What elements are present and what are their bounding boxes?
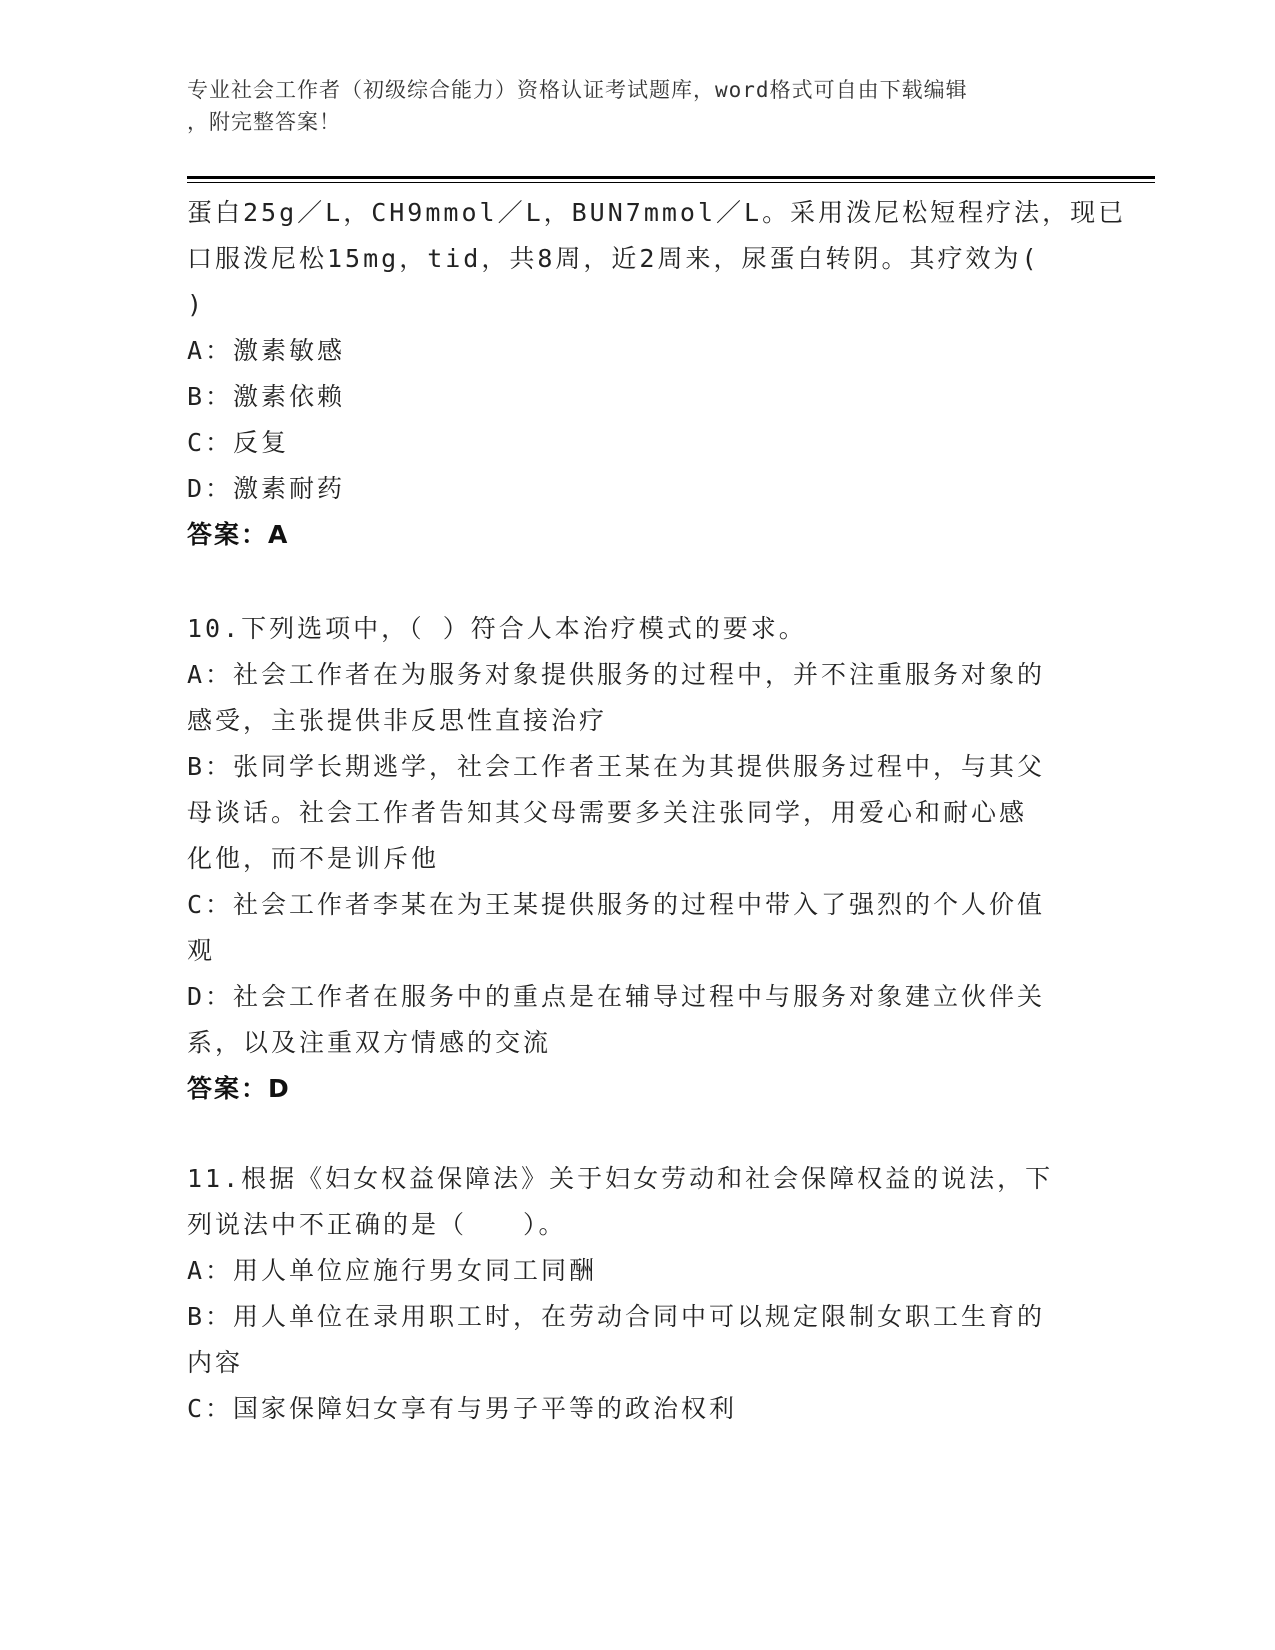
question-stem-line: 蛋白25g／L，CH9mmol／L，BUN7mmol／L。采用泼尼松短程疗法，现已 — [187, 198, 1127, 227]
question-list — [187, 190, 1127, 1432]
question-spacer — [187, 1112, 1087, 1156]
question-stem-line: 口服泼尼松15mg，tid，共8周，近2周来，尿蛋白转阴。其疗效为( — [187, 244, 1040, 273]
header-rule-thick — [187, 176, 1155, 179]
question-block — [187, 190, 1127, 558]
answer-label: 答案：D — [187, 1074, 291, 1103]
option-b: B：张同学长期逃学，社会工作者王某在为其提供服务过程中，与其父 — [187, 752, 1046, 781]
option-b-continued: 母谈话。社会工作者告知其父母需要多关注张同学，用爱心和耐心感 — [187, 798, 1028, 827]
option-b-continued: 化他，而不是训斥他 — [187, 844, 440, 873]
option-c: C：国家保障妇女享有与男子平等的政治权利 — [187, 1394, 738, 1423]
option-a: A：激素敏感 — [187, 336, 346, 365]
answer-label: 答案：A — [187, 520, 290, 549]
question-stem-line: 11.根据《妇女权益保障法》关于妇女劳动和社会保障权益的说法，下 — [187, 1164, 1054, 1193]
header-line-1: 专业社会工作者（初级综合能力）资格认证考试题库，word格式可自由下载编辑 — [187, 78, 968, 102]
header-rule-thin — [187, 182, 1155, 183]
option-d: D：激素耐药 — [187, 474, 346, 503]
option-a-continued: 感受，主张提供非反思性直接治疗 — [187, 706, 608, 735]
option-c: C：反复 — [187, 428, 290, 457]
question-stem-line: 10.下列选项中，（ ）符合人本治疗模式的要求。 — [187, 614, 807, 643]
option-b-continued: 内容 — [187, 1348, 244, 1377]
option-c: C：社会工作者李某在为王某提供服务的过程中带入了强烈的个人价值 — [187, 890, 1046, 919]
header-line-2: ，附完整答案！ — [187, 110, 341, 134]
option-c-continued: 观 — [187, 936, 216, 965]
document-header — [187, 74, 1067, 138]
option-b: B：激素依赖 — [187, 382, 346, 411]
question-spacer — [187, 558, 1087, 606]
question-stem-line: 列说法中不正确的是（ ）。 — [187, 1210, 567, 1239]
option-a: A：用人单位应施行男女同工同酬 — [187, 1256, 598, 1285]
question-block — [187, 1156, 1087, 1432]
option-d-continued: 系，以及注重双方情感的交流 — [187, 1028, 552, 1057]
option-d: D：社会工作者在服务中的重点是在辅导过程中与服务对象建立伙伴关 — [187, 982, 1046, 1011]
option-b: B：用人单位在录用职工时，在劳动合同中可以规定限制女职工生育的 — [187, 1302, 1046, 1331]
option-a: A：社会工作者在为服务对象提供服务的过程中，并不注重服务对象的 — [187, 660, 1046, 689]
question-stem-line: ) — [187, 290, 206, 319]
question-block — [187, 606, 1087, 1112]
